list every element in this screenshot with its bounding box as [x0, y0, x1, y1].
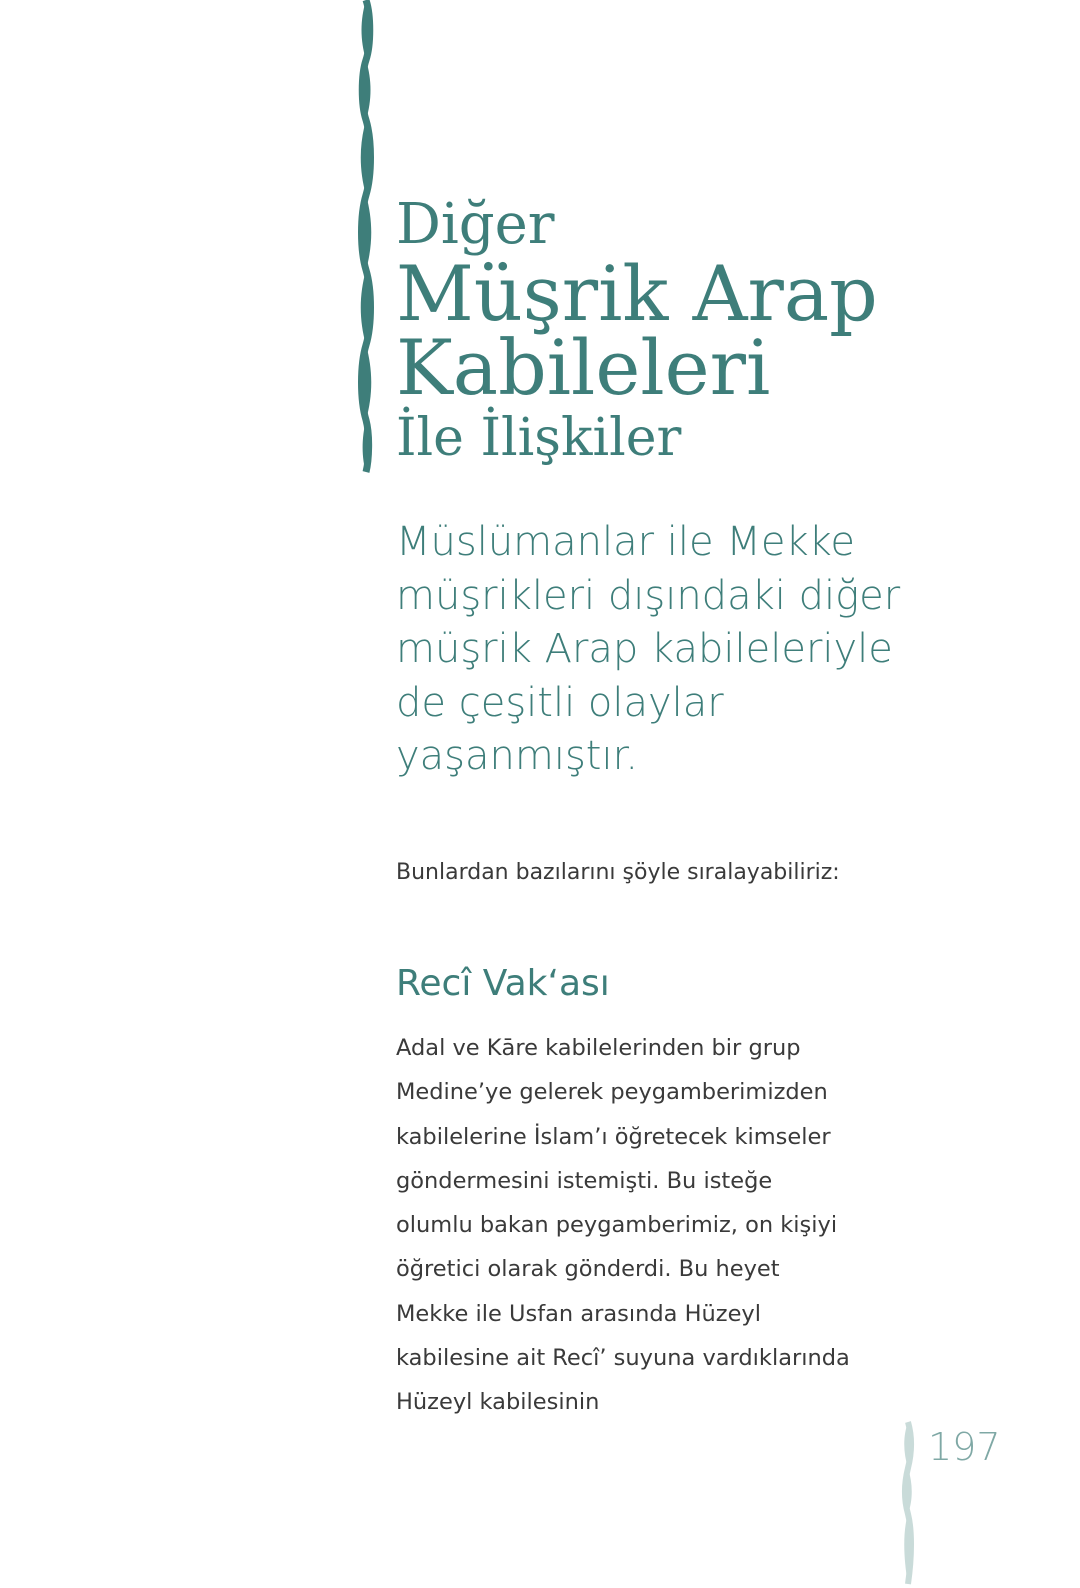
intro-sentence: Bunlardan bazılarını şöyle sıralayabiliriz: [396, 860, 840, 885]
section-heading: Recî Vak‘ası [396, 963, 610, 1004]
title-line-2: Müşrik Arap [396, 249, 878, 338]
title-line-4: İle İlişkiler [396, 408, 682, 468]
chapter-title [396, 192, 1036, 470]
wavy-bar-icon [352, 0, 380, 480]
title-line-1: Diğer [396, 192, 555, 257]
title-line-3: Kabileleri [396, 323, 771, 412]
section-body: Adal ve Kāre kabilelerinden bir grup Medine’ye gelerek peygamberimizden kabilelerine İslam’ı öğretecek kimseler göndermesini istemişti. Bu isteğe olumlu bakan peygamberimiz, on kişiyi öğretici olarak gönderdi. Bu heyet Mekke ile Usfan arasında Hüzeyl kabilesine ait Recî’ suyuna vardıklarında Hüzeyl kabilesinin [396, 1035, 850, 1416]
lead-paragraph: Müslümanlar ile Mekke müşrikleri dışındaki diğer müşrik Arap kabileleriyle de çeşitli olaylar yaşanmıştır. [396, 519, 901, 779]
page-number: 197 [928, 1425, 1001, 1469]
wavy-bar-icon [896, 1416, 920, 1588]
